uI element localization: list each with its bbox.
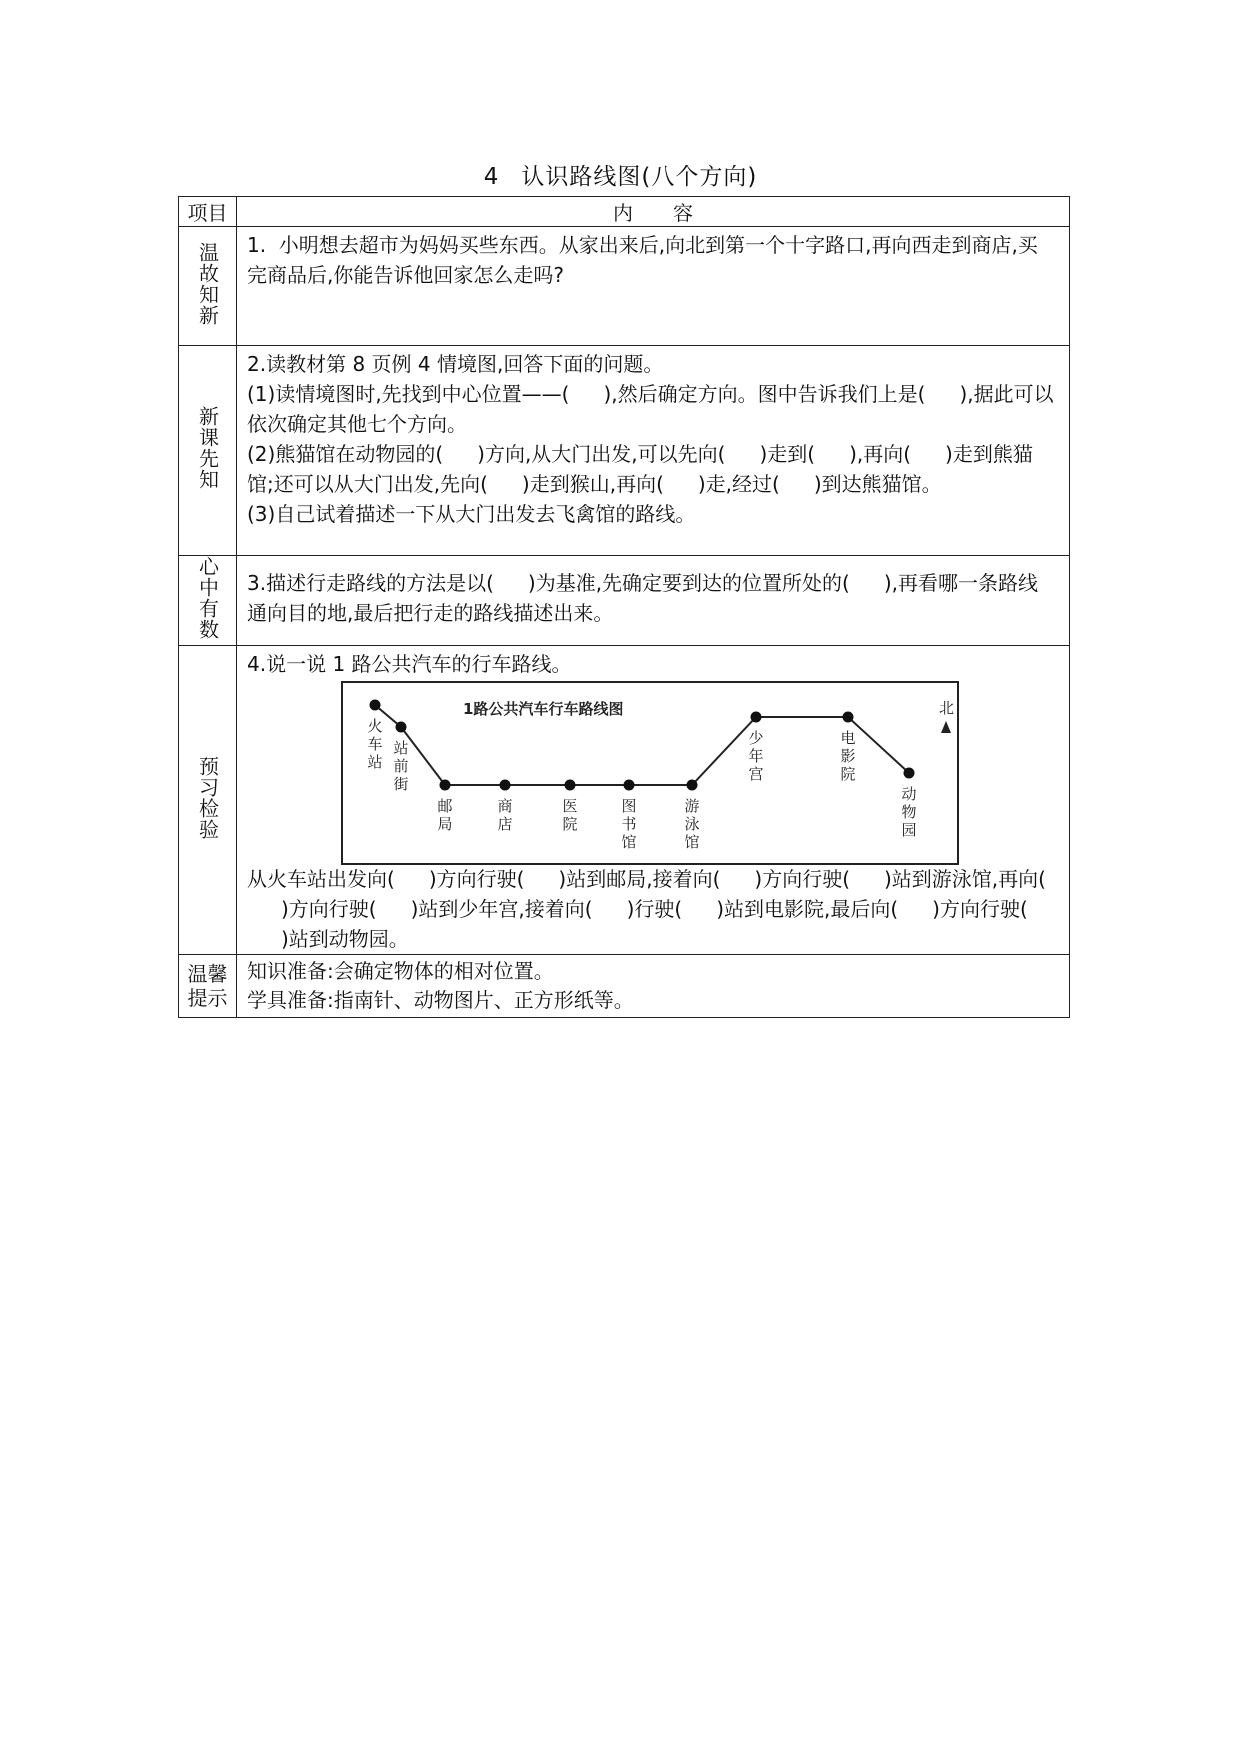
north-label: 北 xyxy=(939,699,955,717)
row-tips xyxy=(179,955,1070,1018)
header-project: 项目 xyxy=(179,197,237,227)
tips-tools: 学具准备:指南针、动物图片、正方形纸等。 xyxy=(247,988,634,1012)
content-review xyxy=(237,227,1070,346)
route-diagram xyxy=(247,679,1057,864)
content-new-lesson xyxy=(237,346,1070,556)
station-dot xyxy=(440,780,451,791)
station-dot xyxy=(370,700,381,711)
route-description: 从火车站出发向( )方向行驶( )站到邮局,接着向( )方向行驶( )站到游泳馆,再向()方向行驶( )站到少年宫,接着向( )行驶( )站到电影院,最后向( )方向行驶()站到动物园。 xyxy=(247,867,1046,951)
station-dot xyxy=(904,768,915,779)
q2-part1: (1)读情境图时,先找到中心位置——( ),然后确定方向。图中告诉我们上是( ),据此可以依次确定其他七个方向。 xyxy=(247,382,1054,436)
tips-label-line1: 温馨 xyxy=(187,962,228,986)
content-preview xyxy=(237,646,1070,955)
station-label: 少年宫 xyxy=(748,729,764,783)
lesson-title: 认识路线图(八个方向) xyxy=(521,164,758,190)
station-label: 动物园 xyxy=(901,785,917,839)
row-new-lesson xyxy=(179,346,1070,556)
station-label: 医院 xyxy=(562,797,578,833)
q2-part2: (2)熊猫馆在动物园的( )方向,从大门出发,可以先向( )走到( ),再向( )走到熊猫馆;还可以从大门出发,先向( )走到猴山,再向( )走,经过( )到达熊猫馆。 xyxy=(247,442,1033,496)
label-review: 温故知新 xyxy=(179,227,237,346)
label-tips xyxy=(179,955,237,1018)
tips-label-line2: 提示 xyxy=(187,986,228,1010)
station-dot xyxy=(396,722,407,733)
station-dot xyxy=(843,712,854,723)
station-label: 站前街 xyxy=(393,739,409,793)
station-dot xyxy=(624,780,635,791)
label-new-lesson: 新课先知 xyxy=(179,346,237,556)
row-preview xyxy=(179,646,1070,955)
q3-text: 3.描述行走路线的方法是以( )为基准,先确定要到达的位置所处的( ),再看哪一条路线通向目的地,最后把行走的路线描述出来。 xyxy=(247,571,1039,625)
row-review xyxy=(179,227,1070,346)
lesson-number: 4 xyxy=(483,164,500,190)
label-preview: 预习检验 xyxy=(179,646,237,955)
review-question: 1. 小明想去超市为妈妈买些东西。从家出来后,向北到第一个十字路口,再向西走到商店,买完商品后,你能告诉他回家怎么走吗? xyxy=(247,233,1038,287)
label-summary: 心中有数 xyxy=(179,556,237,646)
station-dot xyxy=(565,780,576,791)
row-summary xyxy=(179,556,1070,646)
station-label: 电影院 xyxy=(840,729,856,783)
station-label: 商店 xyxy=(497,797,513,833)
station-dot xyxy=(687,780,698,791)
route-map-title: 1路公共汽车行车路线图 xyxy=(463,700,624,718)
station-label: 邮局 xyxy=(437,797,453,833)
bus-route-map xyxy=(341,681,959,865)
q2-part3: (3)自己试着描述一下从大门出发去飞禽馆的路线。 xyxy=(247,502,696,526)
table-header-row xyxy=(179,197,1070,227)
header-content: 内容 xyxy=(237,197,1070,227)
q4-intro: 4.说一说 1 路公共汽车的行车路线。 xyxy=(247,652,572,676)
content-summary xyxy=(237,556,1070,646)
station-label: 图书馆 xyxy=(621,797,637,851)
station-dot xyxy=(751,712,762,723)
tips-knowledge: 知识准备:会确定物体的相对位置。 xyxy=(247,959,554,983)
station-dot xyxy=(500,780,511,791)
station-label: 游泳馆 xyxy=(684,797,700,851)
content-tips xyxy=(237,955,1070,1018)
page-title xyxy=(0,158,1241,191)
station-label: 火车站 xyxy=(367,717,383,771)
lesson-table xyxy=(178,196,1070,1018)
q2-intro: 2.读教材第 8 页例 4 情境图,回答下面的问题。 xyxy=(247,352,664,376)
